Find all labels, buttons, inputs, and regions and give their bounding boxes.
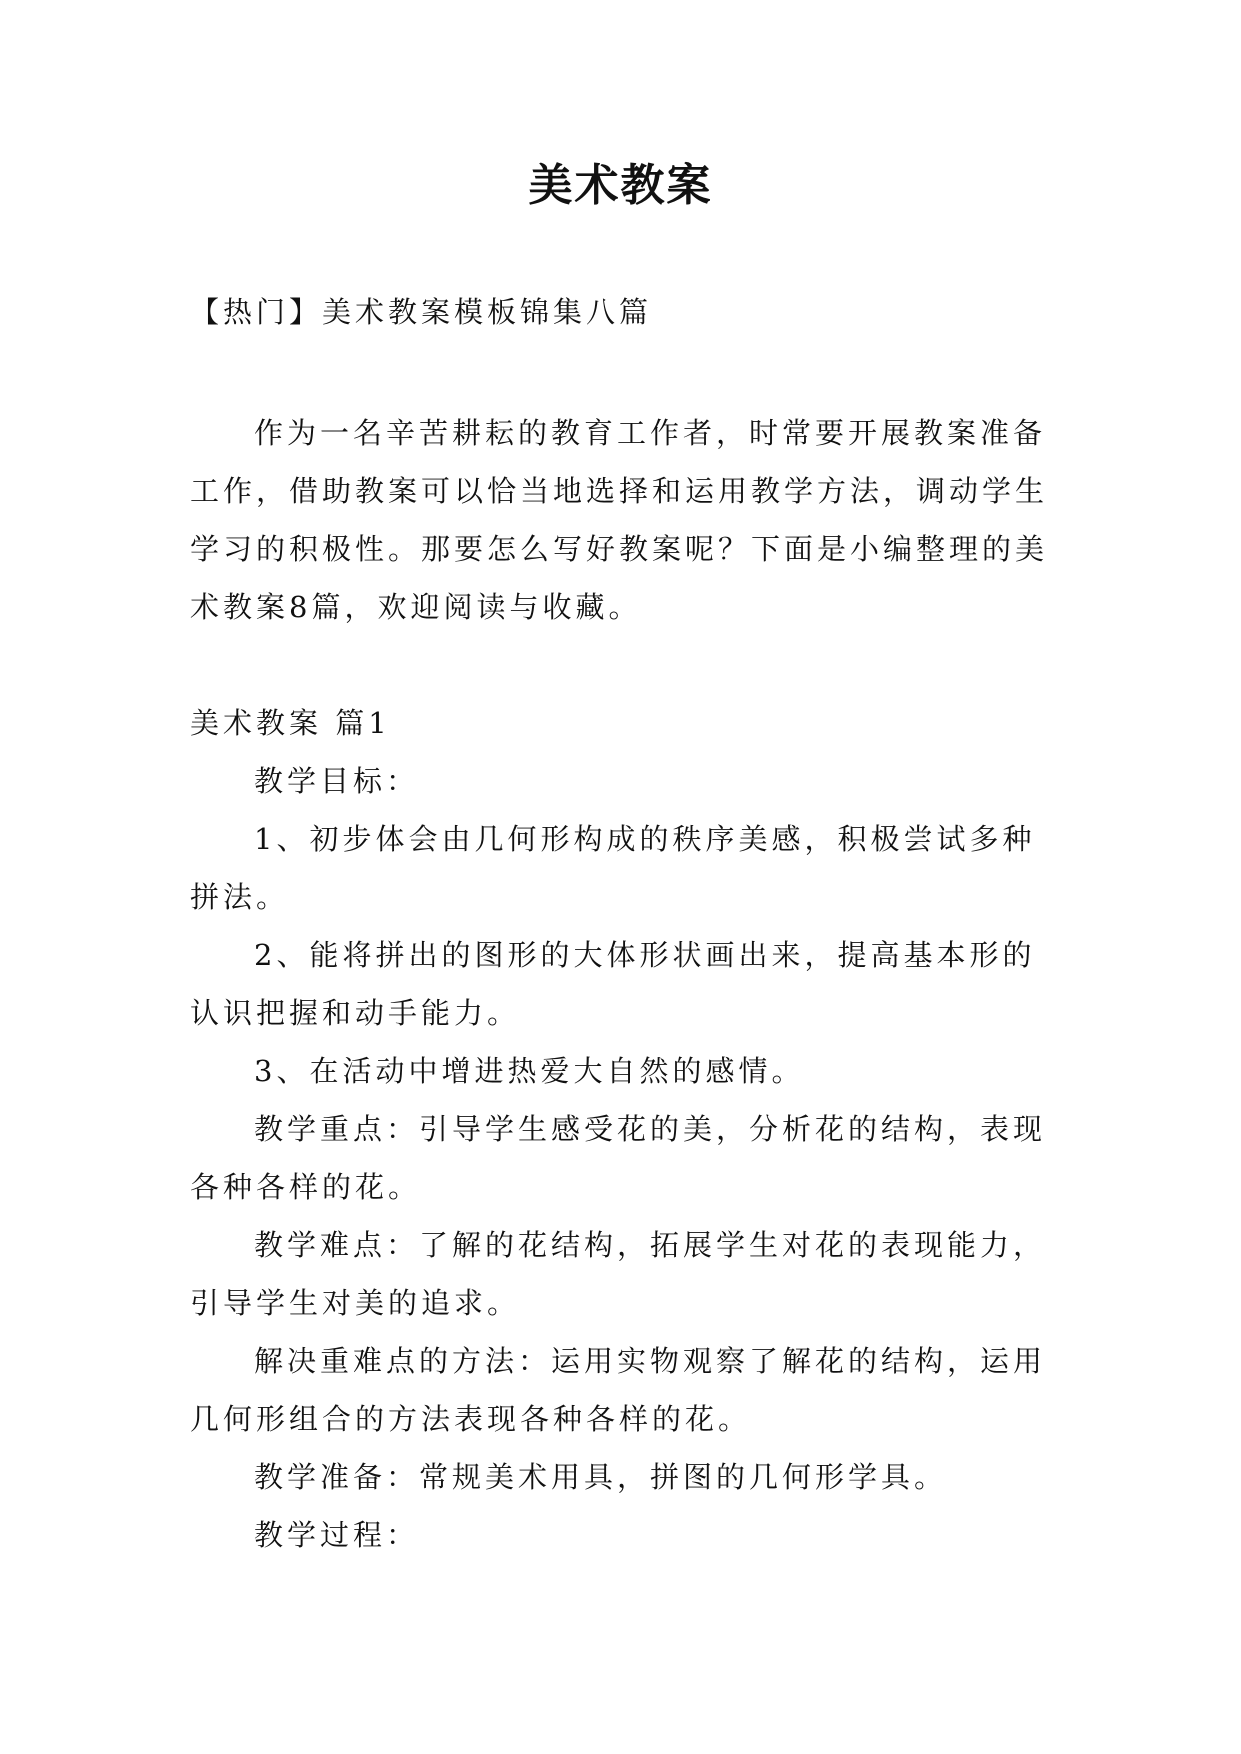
body-paragraph: 教学难点：了解的花结构，拓展学生对花的表现能力，引导学生对美的追求。 [190,1228,1047,1320]
intro-paragraph: 作为一名辛苦耕耘的教育工作者，时常要开展教案准备工作，借助教案可以恰当地选择和运用教学方法，调动学生学习的积极性。那要怎么写好教案呢？下面是小编整理的美术教案8篇，欢迎阅读与收藏。 [190,416,1049,624]
document-title: 美术教案 [528,160,713,211]
body-paragraph: 解决重难点的方法：运用实物观察了解花的结构，运用几何形组合的方法表现各种各样的花。 [190,1344,1047,1436]
body-paragraph: 教学过程： [254,1518,420,1552]
body-paragraph: 2、能将拼出的图形的大体形状画出来，提高基本形的认识把握和动手能力。 [190,938,1036,1030]
body-paragraph: 1、初步体会由几何形构成的秩序美感，积极尝试多种拼法。 [190,822,1036,914]
document-subtitle: 【热门】美术教案模板锦集八篇 [190,295,653,329]
paragraph-gap [190,636,1060,694]
body-paragraph: 3、在活动中增进热爱大自然的感情。 [254,1054,805,1088]
body-paragraph: 教学重点：引导学生感受花的美，分析花的结构，表现各种各样的花。 [190,1112,1047,1204]
section-title: 美术教案 篇1 [190,706,391,740]
body-paragraph: 教学准备：常规美术用具，拼图的几何形学具。 [254,1460,948,1494]
document-body [190,404,1060,1564]
body-paragraph: 教学目标： [254,764,420,798]
